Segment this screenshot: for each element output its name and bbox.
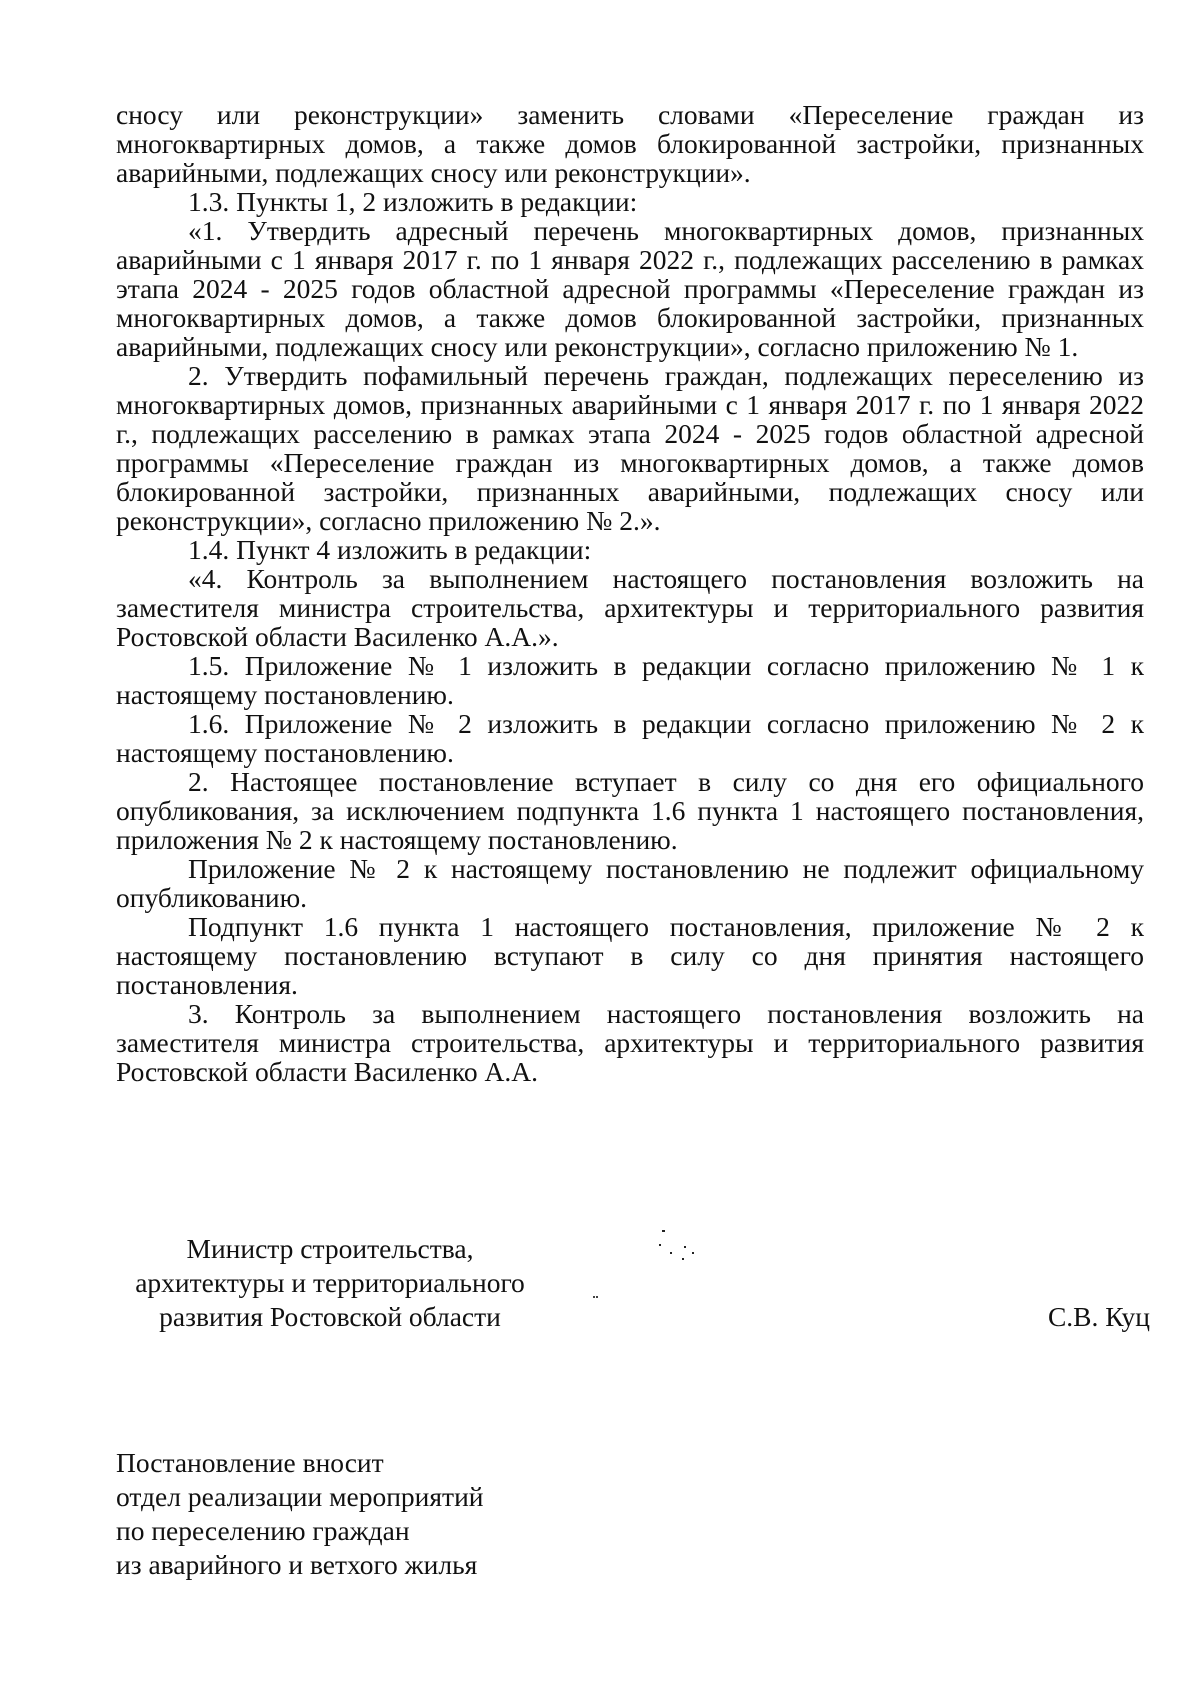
paragraph: Приложение № 2 к настоящему постановлению не подлежит официальному опубликованию. [116, 853, 1144, 913]
submitter-note [116, 1446, 484, 1582]
paragraph: 3. Контроль за выполнением настоящего постановления возложить на заместителя министра строительства, архитектуры и территориального развития Ростовской области Василенко А.А. [116, 998, 1144, 1087]
signatory-title [120, 1232, 540, 1334]
submitter-line: отдел реализации мероприятий [116, 1481, 484, 1512]
paragraph: 1.4. Пункт 4 изложить в редакции: [188, 534, 592, 565]
paragraph: сносу или реконструкции» заменить словами «Переселение граждан из многоквартирных домов, а также домов блокированной застройки, признанных аварийными, подлежащих сносу или реконструкции». [116, 99, 1144, 188]
signature-scan-dots [580, 1228, 700, 1318]
paragraph: 2. Настоящее постановление вступает в силу со дня его официального опубликования, за исключением подпункта 1.6 пункта 1 настоящего постановления, приложения № 2 к настоящему постановлению. [116, 766, 1144, 855]
paragraph: «1. Утвердить адресный перечень многоквартирных домов, признанных аварийными с 1 января 2017 г. по 1 января 2022 г., подлежащих расселению в рамках этапа 2024 - 2025 годов областной адресной программы «Переселение граждан из многоквартирных домов, а также домов блокированной застройки, признанных аварийными, подлежащих сносу или реконструкции», согласно приложению № 1. [116, 215, 1144, 362]
signatory-title-line: архитектуры и территориального [135, 1267, 525, 1298]
signatory-name: С.В. Куц [1047, 1301, 1150, 1332]
paragraph: 1.3. Пункты 1, 2 изложить в редакции: [188, 186, 638, 217]
document-body [116, 100, 1144, 1086]
paragraph: 1.6. Приложение № 2 изложить в редакции согласно приложению № 2 к настоящему постановлению. [116, 708, 1144, 768]
paragraph: Подпункт 1.6 пункта 1 настоящего постановления, приложение № 2 к настоящему постановлению вступают в силу со дня принятия настоящего постановления. [116, 911, 1144, 1000]
signatory-title-line: Министр строительства, [186, 1233, 474, 1264]
submitter-line: по переселению граждан [116, 1515, 410, 1546]
submitter-line: из аварийного и ветхого жилья [116, 1549, 478, 1580]
submitter-line: Постановление вносит [116, 1447, 384, 1478]
paragraph: 1.5. Приложение № 1 изложить в редакции согласно приложению № 1 к настоящему постановлению. [116, 650, 1144, 710]
paragraph: «4. Контроль за выполнением настоящего постановления возложить на заместителя министра строительства, архитектуры и территориального развития Ростовской области Василенко А.А.». [116, 563, 1144, 652]
paragraph: 2. Утвердить пофамильный перечень граждан, подлежащих переселению из многоквартирных домов, признанных аварийными с 1 января 2017 г. по 1 января 2022 г., подлежащих расселению в рамках этапа 2024 - 2025 годов областной адресной программы «Переселение граждан из многоквартирных домов, а также домов блокированной застройки, признанных аварийными, подлежащих сносу или реконструкции», согласно приложению № 2.». [116, 360, 1144, 536]
signatory-title-line: развития Ростовской области [159, 1301, 501, 1332]
